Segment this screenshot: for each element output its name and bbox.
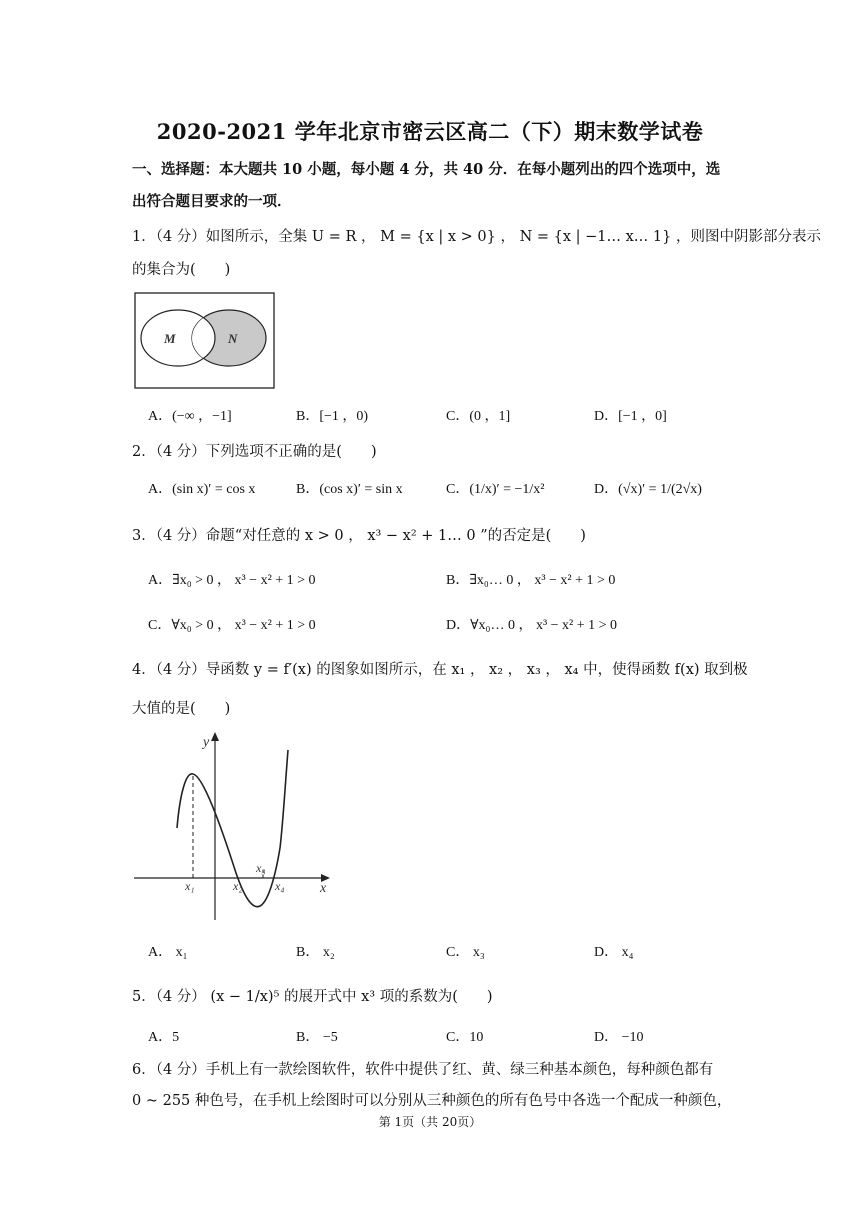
- q1-option-d: D．[−1 ，0]: [594, 409, 667, 424]
- q3-option-a: A．∃x₀ > 0 ， x³ − x² + 1 > 0: [148, 573, 316, 588]
- x3-label: x₃: [256, 861, 266, 875]
- q5-option-d: D． −10: [594, 1030, 644, 1045]
- q6-stem-line2: 0 ~ 255 种色号，在手机上绘图时可以分别从三种颜色的所有色号中各选一个配成一种颜色，: [132, 1093, 732, 1109]
- section-heading-line2: 出符合题目要求的一项．: [132, 193, 292, 210]
- q3-option-b: B．∃x₀… 0 ， x³ − x² + 1 > 0: [446, 573, 616, 588]
- x4-label: x₄: [275, 879, 285, 893]
- q2-stem: 2．（4 分）下列选项不正确的是( ): [132, 444, 377, 460]
- x-axis-label: x: [320, 881, 327, 896]
- section-heading-line1: 一、选择题：本大题共 10 小题，每小题 4 分，共 40 分．在每小题列出的四个选项中，选: [132, 161, 721, 178]
- venn-diagram: [134, 292, 276, 390]
- q2-option-c: C．(1/x)′ = −1/x²: [446, 482, 545, 497]
- q4-option-c: C． x₃: [446, 945, 485, 960]
- q5-option-c: C．10: [446, 1030, 484, 1045]
- page-title: 2020-2021 学年北京市密云区高二（下）期末数学试卷: [156, 119, 704, 144]
- q3-option-c: C．∀x₀ > 0 ， x³ − x² + 1 > 0: [148, 618, 316, 633]
- x2-label: x₂: [233, 879, 243, 893]
- q1-stem-line1: 1．（4 分）如图所示，全集 U = R ， M = {x | x > 0} ， N = {x | −1… x… 1} ，则图中阴影部分表示: [132, 229, 821, 245]
- venn-label-n: N: [228, 331, 238, 346]
- q3-stem: 3．（4 分）命题“对任意的 x > 0 ， x³ − x² + 1… 0 ”的否定是( ): [132, 528, 586, 544]
- q4-stem-line1: 4．（4 分）导函数 y = f′(x) 的图象如图所示，在 x₁ ， x₂ ， x₃ ， x₄ 中，使得函数 f(x) 取到极: [132, 662, 748, 678]
- q1-option-c: C．(0 ，1]: [446, 409, 511, 424]
- q5-option-a: A．5: [148, 1030, 180, 1045]
- q4-stem-line2: 大值的是( ): [132, 701, 231, 717]
- x1-label: x₁: [185, 879, 195, 893]
- q1-option-a: A．(−∞ ，−1]: [148, 409, 232, 424]
- q5-stem: 5．（4 分） (x − 1/x)⁵ 的展开式中 x³ 项的系数为( ): [132, 989, 493, 1005]
- q1-stem-line2: 的集合为( ): [132, 262, 231, 278]
- q2-option-a: A．(sin x)′ = cos x: [148, 482, 256, 497]
- y-axis-label: y: [203, 735, 210, 750]
- page-footer: 第 1页（共 20页）: [378, 1115, 482, 1129]
- q6-stem-line1: 6．（4 分）手机上有一款绘图软件，软件中提供了红、黄、绿三种基本颜色，每种颜色都有: [132, 1062, 714, 1078]
- derivative-graph: [130, 728, 340, 923]
- q5-option-b: B． −5: [296, 1030, 338, 1045]
- q4-option-b: B． x₂: [296, 945, 335, 960]
- y-axis-arrow: [211, 732, 219, 741]
- q4-option-a: A． x₁: [148, 945, 188, 960]
- q4-option-d: D． x₄: [594, 945, 634, 960]
- venn-label-m: M: [164, 331, 176, 346]
- q1-option-b: B．[−1 ，0): [296, 409, 369, 424]
- q2-option-d: D．(√x)′ = 1/(2√x): [594, 482, 702, 497]
- q2-option-b: B．(cos x)′ = sin x: [296, 482, 403, 497]
- q3-option-d: D．∀x₀… 0 ， x³ − x² + 1 > 0: [446, 618, 618, 633]
